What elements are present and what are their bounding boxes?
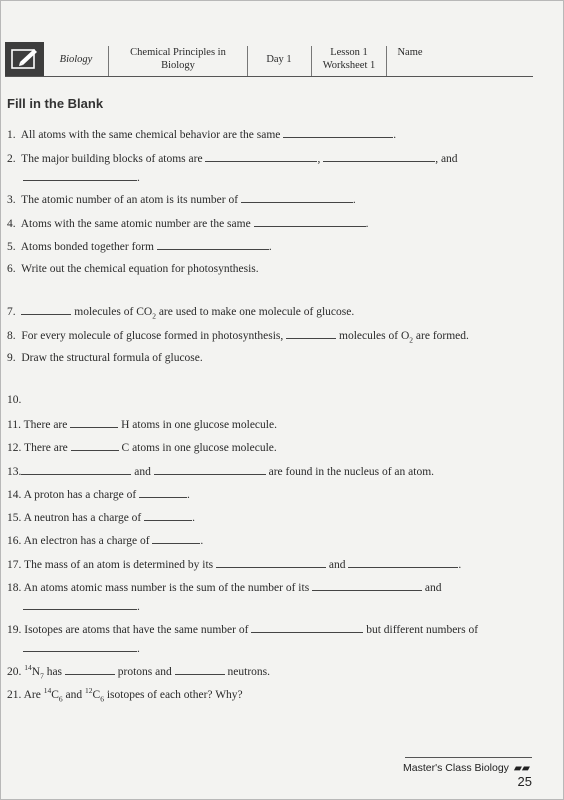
answer-blank[interactable]	[216, 557, 326, 568]
question-text: An electron has a charge of	[23, 535, 150, 547]
question-text: molecules of O	[339, 330, 410, 342]
question-text: isotopes of each other? Why?	[106, 689, 243, 701]
question-text: C atoms in one glucose molecule.	[121, 442, 277, 454]
answer-blank[interactable]	[21, 464, 131, 475]
question-number: 10.	[7, 394, 22, 406]
answer-blank[interactable]	[286, 328, 336, 339]
subject-label: Biology	[59, 53, 93, 65]
question-text: All atoms with the same chemical behavior are the same	[20, 129, 281, 141]
question-number: 1.	[7, 129, 16, 141]
divider	[311, 46, 312, 76]
question-text: Atoms with the same atomic number are the same	[20, 218, 251, 230]
question-number: 20.	[7, 666, 22, 678]
question-text: are used to make one molecule of glucose.	[158, 306, 355, 318]
question-text: Atoms bonded together form	[20, 241, 154, 253]
element-symbol: C	[92, 689, 101, 701]
question-3: 3. The atomic number of an atom is its number of .	[7, 194, 356, 206]
question-2: 2. The major building blocks of atoms are , , and	[7, 153, 458, 165]
footer-rule	[405, 757, 532, 758]
question-4: 4. Atoms with the same atomic number are the same .	[7, 218, 369, 230]
divider	[108, 46, 109, 76]
question-20	[7, 664, 270, 679]
book-title: Master's Class Biology	[403, 762, 509, 774]
question-text: A neutron has a charge of	[23, 512, 142, 524]
answer-blank[interactable]	[205, 151, 317, 162]
answer-blank[interactable]	[175, 664, 225, 675]
question-number: 15.	[7, 512, 22, 524]
answer-blank[interactable]	[283, 127, 393, 138]
question-14: 14. A proton has a charge of .	[7, 489, 190, 501]
question-6	[7, 262, 259, 276]
answer-blank[interactable]	[251, 622, 363, 633]
question-number: 14.	[7, 489, 22, 501]
question-1: 1. All atoms with the same chemical behavior are the same .	[7, 129, 397, 141]
superscript: 12	[85, 686, 93, 696]
answer-blank[interactable]	[71, 440, 119, 451]
question-text: The major building blocks of atoms are	[21, 153, 203, 165]
answer-blank[interactable]	[323, 151, 435, 162]
subscript: 2	[152, 311, 156, 321]
question-18-continued: .	[23, 599, 140, 614]
question-number: 13.	[7, 466, 22, 478]
question-number: 3.	[7, 194, 16, 206]
header-rule	[5, 76, 533, 77]
subscript: 2	[409, 335, 414, 345]
question-number: 12.	[7, 442, 22, 454]
question-text: A proton has a charge of	[23, 489, 137, 501]
question-text: Are	[23, 689, 41, 701]
answer-blank[interactable]	[144, 510, 192, 521]
element-symbol: N	[31, 666, 41, 678]
name-field-label: Name	[397, 47, 423, 58]
question-number: 18.	[7, 582, 22, 594]
subscript: 7	[40, 671, 44, 681]
pencil-note-icon	[5, 42, 44, 77]
answer-blank[interactable]	[348, 557, 458, 568]
question-text: H atoms in one glucose molecule.	[121, 419, 277, 431]
answer-blank[interactable]	[254, 216, 366, 227]
question-21	[7, 688, 243, 702]
superscript: 14	[24, 663, 32, 673]
answer-blank[interactable]	[21, 304, 71, 315]
worksheet-number: Worksheet 1	[322, 60, 376, 71]
slash-marks-icon: ▰▰	[513, 762, 530, 774]
question-text: Isotopes are atoms that have the same number of	[24, 624, 249, 636]
day-label: Day 1	[266, 53, 292, 65]
question-10	[7, 393, 21, 407]
question-8	[7, 328, 469, 343]
question-11	[7, 417, 277, 432]
lesson-worksheet-label	[313, 42, 385, 76]
lesson-number: Lesson 1	[330, 47, 368, 58]
lesson-title-line2: Biology	[161, 60, 195, 71]
question-number: 5.	[7, 241, 16, 253]
answer-blank[interactable]	[23, 641, 137, 652]
question-number: 6.	[7, 263, 16, 275]
subscript: 6	[100, 694, 104, 704]
answer-blank[interactable]	[23, 599, 137, 610]
question-9	[7, 351, 203, 365]
question-text: and	[328, 559, 346, 571]
page-footer	[392, 762, 532, 789]
question-number: 11.	[7, 419, 21, 431]
superscript: 14	[43, 686, 52, 696]
question-text: There are	[24, 442, 68, 454]
question-16: 16. An electron has a charge of .	[7, 535, 204, 547]
question-7	[7, 304, 354, 319]
subscript: 6	[58, 694, 63, 704]
divider	[386, 46, 387, 76]
question-number: 19.	[7, 624, 22, 636]
question-text: and	[65, 689, 83, 701]
question-17: 17. The mass of an atom is determined by its and .	[7, 559, 462, 571]
question-text: neutrons.	[227, 666, 270, 678]
answer-blank[interactable]	[157, 239, 269, 250]
lesson-title	[111, 42, 245, 76]
lesson-title-line1: Chemical Principles in	[130, 47, 226, 58]
answer-blank[interactable]	[154, 464, 266, 475]
question-number: 7.	[7, 306, 16, 318]
question-text: are found in the nucleus of an atom.	[268, 466, 435, 478]
divider	[247, 46, 248, 76]
question-19-continued: .	[23, 641, 140, 656]
question-5: 5. Atoms bonded together form .	[7, 241, 272, 253]
answer-blank[interactable]	[139, 487, 187, 498]
question-text: has	[46, 666, 63, 678]
answer-blank[interactable]	[241, 192, 353, 203]
question-number: 16.	[7, 535, 22, 547]
worksheet-header	[5, 42, 533, 77]
page-number: 25	[517, 774, 532, 789]
answer-blank[interactable]	[312, 580, 422, 591]
answer-blank[interactable]	[70, 417, 118, 428]
question-number: 21.	[7, 689, 22, 701]
question-number: 2.	[7, 153, 16, 165]
element-symbol: C	[51, 689, 59, 701]
section-title: Fill in the Blank	[7, 96, 104, 111]
answer-blank[interactable]	[65, 664, 115, 675]
answer-blank[interactable]	[23, 170, 137, 181]
question-18	[7, 580, 442, 595]
question-text: are formed.	[415, 330, 469, 342]
answer-blank[interactable]	[152, 533, 200, 544]
question-text: Draw the structural formula of glucose.	[21, 352, 203, 364]
question-text: molecules of CO	[74, 306, 153, 318]
question-number: 4.	[7, 218, 16, 230]
question-number: 8.	[7, 330, 16, 342]
question-2-continued: .	[23, 170, 140, 185]
question-number: 17.	[7, 559, 22, 571]
question-15: 15. A neutron has a charge of .	[7, 512, 195, 524]
question-number: 9.	[7, 352, 16, 364]
question-text: protons and	[117, 666, 172, 678]
question-text: The mass of an atom is determined by its	[24, 559, 214, 571]
question-text: The atomic number of an atom is its number of	[21, 194, 239, 206]
question-text: For every molecule of glucose formed in photosynthesis,	[21, 330, 284, 342]
question-19	[7, 622, 478, 637]
question-text: Write out the chemical equation for photosynthesis.	[21, 263, 259, 275]
question-text: and	[424, 582, 442, 594]
question-text: An atoms atomic mass number is the sum of the number of its	[23, 582, 310, 594]
question-12	[7, 440, 277, 455]
question-text: There are	[23, 419, 68, 431]
question-text: but different numbers of	[366, 624, 479, 636]
question-13	[7, 464, 434, 479]
question-text: and	[134, 466, 151, 478]
